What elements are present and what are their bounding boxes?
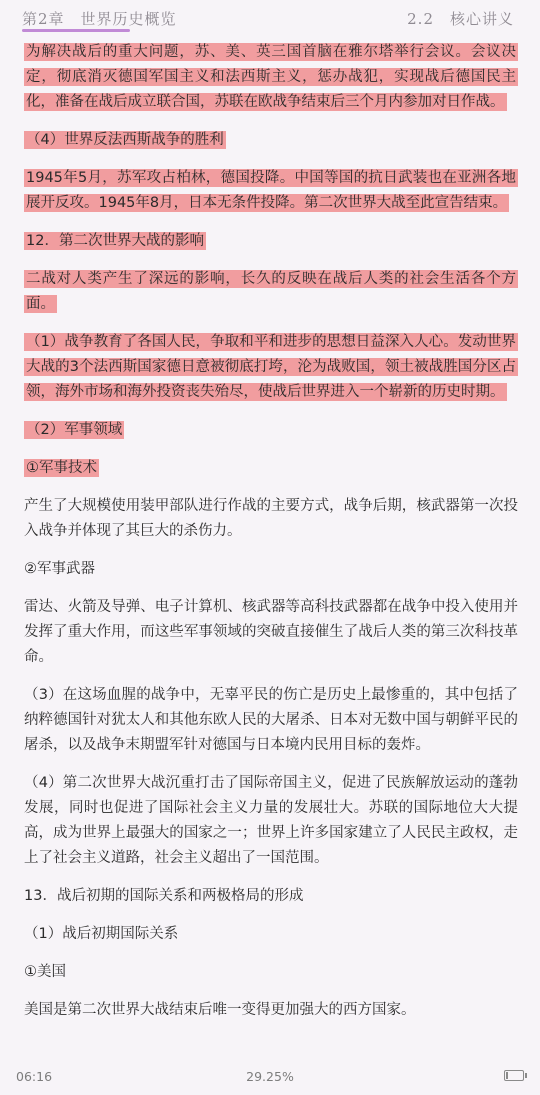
paragraph-text: 二战对人类产生了深远的影响，长久的反映在战后人类的社会生活各个方面。 — [26, 271, 516, 312]
paragraph[interactable] — [24, 456, 518, 481]
paragraph[interactable] — [24, 683, 518, 758]
paragraph[interactable] — [24, 884, 518, 909]
paragraph-text: （4）第二次世界大战沉重打击了国际帝国主义，促进了民族解放运动的蓬勃发展，同时也促进了国际社会主义力量的发展壮大。苏联的国际地位大大提高，成为世界上最强大的国家之一；世界上许多国家建立了人民民主政权，走上了社会主义道路，社会主义超出了一国范围。 — [24, 775, 518, 866]
paragraph[interactable] — [24, 330, 518, 405]
paragraph[interactable] — [24, 771, 518, 871]
paragraph-text: （4）世界反法西斯战争的胜利 — [26, 132, 224, 148]
paragraph[interactable] — [24, 128, 518, 153]
battery-fill — [506, 1072, 508, 1079]
paragraph[interactable] — [24, 418, 518, 443]
paragraph[interactable] — [24, 494, 518, 544]
paragraph[interactable] — [24, 998, 518, 1023]
clock-time: 06:16 — [16, 1069, 53, 1084]
paragraph[interactable] — [24, 595, 518, 670]
paragraph-text: 1945年5月，苏军攻占柏林，德国投降。中国等国的抗日武装也在亚洲各地展开反攻。1945年8月，日本无条件投降。第二次世界大战至此宣告结束。 — [26, 170, 516, 211]
paragraph-text: 产生了大规模使用装甲部队进行作战的主要方式，战争后期，核武器第一次投入战争并体现了其巨大的杀伤力。 — [24, 498, 518, 539]
paragraph[interactable] — [24, 267, 518, 317]
paragraph[interactable] — [24, 960, 518, 985]
reader-content[interactable] — [24, 40, 518, 1036]
paragraph[interactable] — [24, 40, 518, 115]
battery-icon — [504, 1070, 524, 1081]
paragraph-text: （2）军事领域 — [26, 422, 123, 438]
paragraph-text: （1）战后初期国际关系 — [24, 926, 179, 942]
paragraph-text: 12．第二次世界大战的影响 — [26, 233, 204, 249]
paragraph-text: 美国是第二次世界大战结束后唯一变得更加强大的西方国家。 — [24, 1002, 416, 1018]
paragraph-text: 为解决战后的重大问题，苏、美、英三国首脑在雅尔塔举行会议。会议决定，彻底消灭德国军国主义和法西斯主义，惩办战犯，实现战后德国民主化，准备在战后成立联合国，苏联在欧战争结束后三个月内参加对日作战。 — [26, 44, 516, 110]
chapter-title: 第2章 世界历史概览 — [22, 10, 177, 28]
paragraph-text: 雷达、火箭及导弹、电子计算机、核武器等高科技武器都在战争中投入使用并发挥了重大作用，而这些军事领域的突破直接催生了战后人类的第三次科技革命。 — [24, 599, 518, 665]
paragraph-text: （1）战争教育了各国人民，争取和平和进步的思想日益深入人心。发动世界大战的3个法西斯国家德日意被彻底打垮，沦为战败国，领土被战胜国分区占领，海外市场和海外投资丧失殆尽，使战后世界进入一个崭新的历史时期。 — [26, 334, 516, 400]
paragraph[interactable] — [24, 557, 518, 582]
paragraph-text: ①美国 — [24, 964, 66, 980]
paragraph[interactable] — [24, 166, 518, 216]
reader-header — [0, 0, 540, 34]
paragraph[interactable] — [24, 922, 518, 947]
paragraph-text: （3）在这场血腥的战争中，无辜平民的伤亡是历史上最惨重的，其中包括了纳粹德国针对犹太人和其他东欧人民的大屠杀、日本对无数中国与朝鲜平民的屠杀，以及战争末期盟军针对德国与日本境内民用目标的轰炸。 — [24, 687, 518, 753]
reading-progress: 29.25% — [246, 1069, 294, 1084]
paragraph[interactable] — [24, 229, 518, 254]
paragraph-text: ①军事技术 — [26, 460, 97, 476]
section-title: 2.2 核心讲义 — [407, 10, 514, 28]
chapter-underline — [22, 29, 130, 32]
paragraph-text: ②军事武器 — [24, 561, 95, 577]
reader-footer — [0, 1061, 540, 1095]
paragraph-text: 13．战后初期的国际关系和两极格局的形成 — [24, 888, 304, 904]
